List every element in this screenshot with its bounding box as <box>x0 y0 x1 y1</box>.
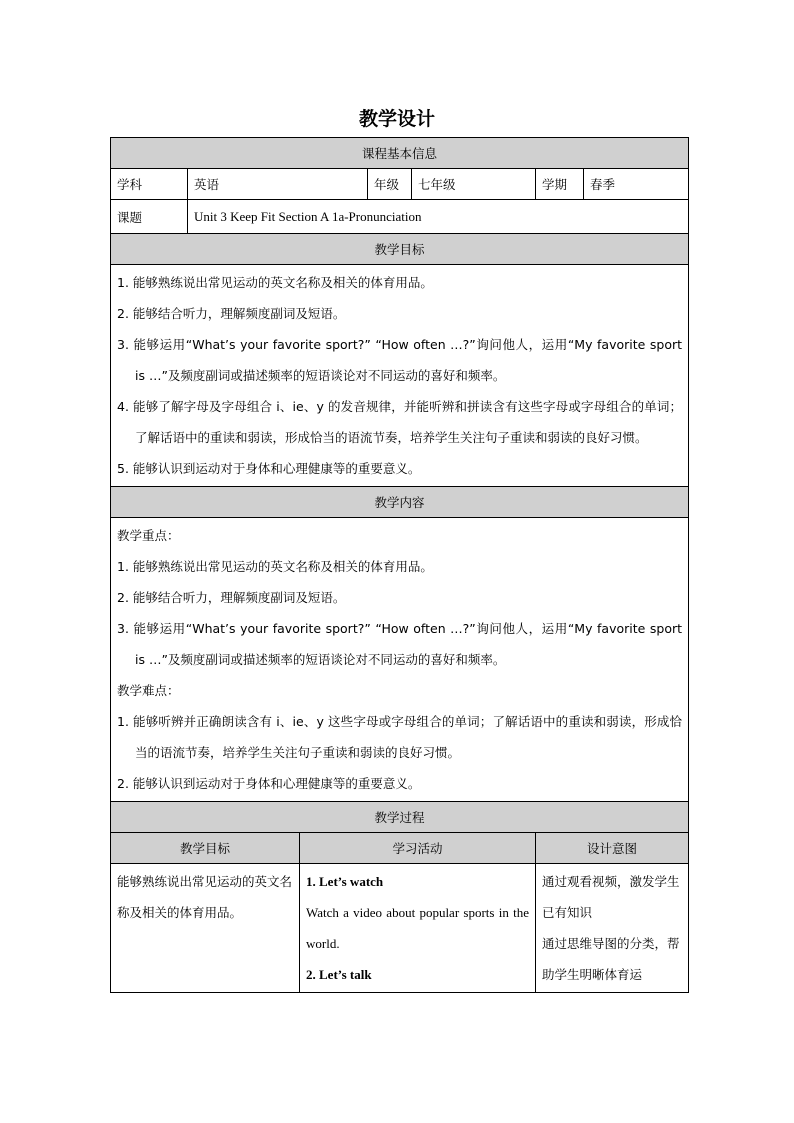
lesson-design-table <box>110 137 689 993</box>
content-header: 教学内容 <box>111 487 689 518</box>
difficult-point-item: 2. 能够认识到运动对于身体和心理健康等的重要意义。 <box>117 776 421 791</box>
goal-item: 5. 能够认识到运动对于身体和心理健康等的重要意义。 <box>117 461 421 476</box>
goal-item: 1. 能够熟练说出常见运动的英文名称及相关的体育用品。 <box>117 275 433 290</box>
process-col-activity: 学习活动 <box>300 833 536 864</box>
activity-title: 2. Let’s talk <box>306 967 372 982</box>
goals-list <box>111 265 689 487</box>
activity-text: Watch a video about popular sports in the world. <box>306 905 529 951</box>
key-point-item: 1. 能够熟练说出常见运动的英文名称及相关的体育用品。 <box>117 559 433 574</box>
key-point-item: 2. 能够结合听力，理解频度副词及短语。 <box>117 590 346 605</box>
subject-label: 学科 <box>111 169 188 200</box>
goal-item: 3. 能够运用“What’s your favorite sport?” “How often …?”询问他人，运用“My favorite sport is …”及频度副词或描述频率的短语谈论对不同运动的喜好和频率。 <box>117 337 683 383</box>
process-col-intent: 设计意图 <box>536 833 689 864</box>
page-title: 教学设计 <box>358 108 435 130</box>
intent-text: 通过思维导图的分类，帮助学生明晰体育运 <box>542 936 680 982</box>
basic-info-header: 课程基本信息 <box>111 138 689 169</box>
difficult-point-item: 1. 能够听辨并正确朗读含有 i、ie、y 这些字母或字母组合的单词；了解话语中的重读和弱读，形成恰当的语流节奏，培养学生关注句子重读和弱读的良好习惯。 <box>117 714 683 760</box>
process-header: 教学过程 <box>111 802 689 833</box>
grade-label: 年级 <box>368 169 412 200</box>
topic-value: Unit 3 Keep Fit Section A 1a-Pronunciation <box>188 200 689 234</box>
process-goal-cell: 能够熟练说出常见运动的英文名称及相关的体育用品。 <box>111 864 300 993</box>
goal-item: 4. 能够了解字母及字母组合 i、ie、y 的发音规律，并能听辨和拼读含有这些字母或字母组合的单词；了解话语中的重读和弱读，形成恰当的语流节奏，培养学生关注句子重读和弱读的良好习惯。 <box>117 399 683 445</box>
process-col-goal: 教学目标 <box>111 833 300 864</box>
term-value: 春季 <box>584 169 689 200</box>
key-points-label: 教学重点： <box>117 528 180 543</box>
subject-value: 英语 <box>188 169 368 200</box>
difficult-points-label: 教学难点： <box>117 683 180 698</box>
grade-value: 七年级 <box>412 169 536 200</box>
process-intent-cell <box>536 864 689 993</box>
key-point-item: 3. 能够运用“What’s your favorite sport?” “How often …?”询问他人，运用“My favorite sport is …”及频度副词或描述频率的短语谈论对不同运动的喜好和频率。 <box>117 621 683 667</box>
topic-label: 课题 <box>111 200 188 234</box>
goal-item: 2. 能够结合听力，理解频度副词及短语。 <box>117 306 346 321</box>
intent-text: 通过观看视频，激发学生已有知识 <box>542 874 680 920</box>
content-block <box>111 518 689 802</box>
term-label: 学期 <box>536 169 584 200</box>
process-activity-cell <box>300 864 536 993</box>
goals-header: 教学目标 <box>111 234 689 265</box>
activity-title: 1. Let’s watch <box>306 874 384 889</box>
